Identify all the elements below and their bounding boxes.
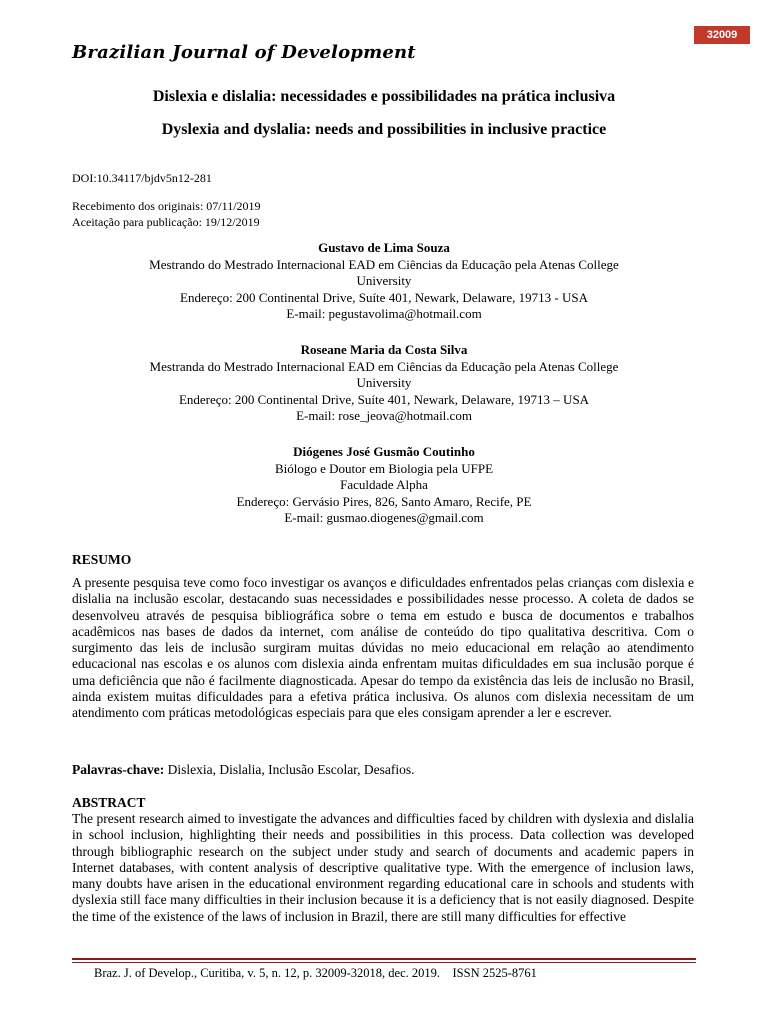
author-affiliation: Mestranda do Mestrado Internacional EAD em Ciências da Educação pela Atenas College: [149, 358, 619, 374]
author-affiliation: Biólogo e Doutor em Biologia pela UFPE: [274, 460, 494, 476]
article-title-portuguese: Dislexia e dislalia: necessidades e possibilidades na prática inclusiva: [152, 88, 616, 105]
author-email: E-mail: pegustavolima@hotmail.com: [286, 306, 482, 321]
keywords-text: Dislexia, Dislalia, Inclusão Escolar, Desafios.: [164, 762, 415, 777]
author-block: [72, 444, 696, 527]
author-affiliation: University: [356, 375, 412, 390]
doi: DOI:10.34117/bjdv5n12-281: [72, 171, 212, 185]
author-block: [72, 342, 696, 425]
resumo-text: A presente pesquisa teve como foco investigar os avanços e dificuldades enfrentados pelas crianças com dislexia e dislalia na inclusão escolar, destacando suas necessidades e possibilidades nesse processo. A coleta de dados se desenvolveu através de pesquisa bibliográfica sobre o tema em estudo e busca de documentos e trabalhos acadêmicos nas bases de dados da internet, com análise de conteúdo do tipo qualitativa descritiva. Com o surgimento das leis de inclusão surgiram muitas dúvidas no meio educacional em relação ao atendimento educacional nas escolas e os alunos com dislexia ainda enfrentam muitas dificuldades em sua inclusão porque é uma deficiência que não é facilmente diagnosticada. Apesar do tempo da existência das leis de inclusão no Brasil, ainda existem muitas dificuldades para a efetiva prática inclusiva. Os alunos com dislexia necessitam de um atendimento com práticas metodológicas especiais para que eles consigam aprender a ler e escrever.: [72, 575, 694, 721]
author-address: Endereço: 200 Continental Drive, Suíte 401, Newark, Delaware, 19713 - USA: [180, 289, 588, 305]
author-affiliation: University: [356, 273, 412, 288]
keywords: [72, 762, 694, 778]
abstract-heading: ABSTRACT: [72, 795, 146, 810]
author-block: [72, 240, 696, 323]
author-address: Endereço: Gervásio Pires, 826, Santo Amaro, Recife, PE: [236, 493, 532, 509]
author-email: E-mail: rose_jeova@hotmail.com: [296, 408, 472, 423]
keywords-label: Palavras-chave:: [72, 762, 165, 777]
article-title-english: Dyslexia and dyslalia: needs and possibilities in inclusive practice: [161, 121, 607, 138]
footer-citation: Braz. J. of Develop., Curitiba, v. 5, n. 12, p. 32009-32018, dec. 2019. ISSN 2525-8761: [94, 966, 537, 980]
journal-title: Brazilian Journal of Development: [72, 42, 416, 63]
abstract-text: The present research aimed to investigate the advances and difficulties faced by children with dyslexia and dislalia in school inclusion, highlighting their needs and possibilities in this process. Data collection was developed through bibliographic research on the subject under study and search of documents and academic papers in Internet databases, with content analysis of descriptive qualitative type. With the emergence of inclusion laws, many doubts have arisen in the educational environment regarding educational care in schools and students with dyslexia still face many difficulties in their inclusion because it is a deficiency that is not easily diagnosed. Despite the time of the existence of the laws of inclusion in Brazil, there are still many difficulties for effective: [72, 811, 694, 924]
resumo-heading: RESUMO: [72, 552, 132, 567]
author-name: Gustavo de Lima Souza: [318, 240, 450, 255]
received-date: Recebimento dos originais: 07/11/2019: [72, 199, 261, 213]
author-email: E-mail: gusmao.diogenes@gmail.com: [284, 510, 484, 525]
page-number-badge: 32009: [694, 26, 750, 44]
footer-divider: [72, 958, 696, 960]
author-affiliation: Mestrando do Mestrado Internacional EAD em Ciências da Educação pela Atenas College: [149, 256, 619, 272]
author-name: Diógenes José Gusmão Coutinho: [293, 444, 475, 459]
accepted-date: Aceitação para publicação: 19/12/2019: [72, 215, 260, 229]
submission-dates: [72, 198, 261, 230]
author-name: Roseane Maria da Costa Silva: [300, 342, 468, 357]
footer-divider: [72, 962, 696, 963]
author-address: Endereço: 200 Continental Drive, Suíte 401, Newark, Delaware, 19713 – USA: [178, 391, 590, 407]
author-affiliation: Faculdade Alpha: [340, 477, 428, 492]
